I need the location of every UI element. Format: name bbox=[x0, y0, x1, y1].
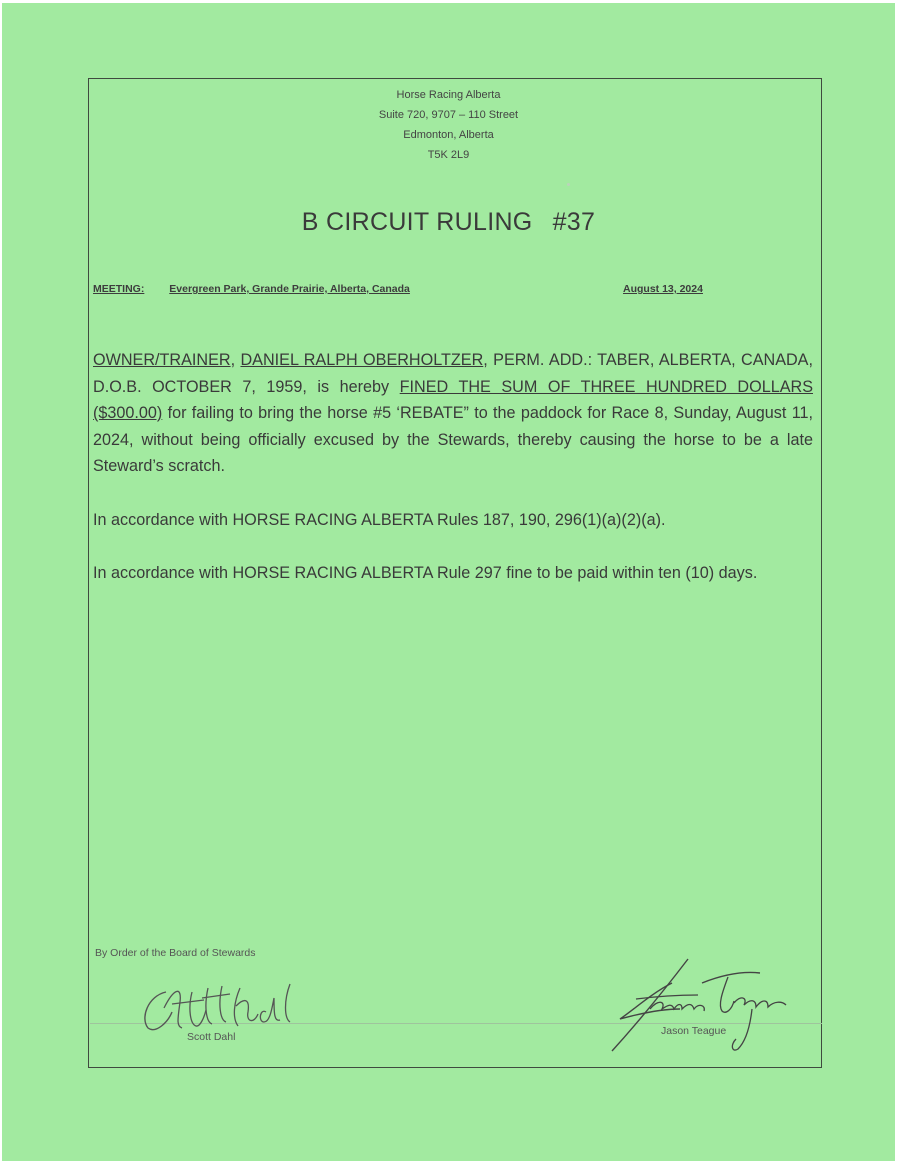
org-city: Edmonton, Alberta bbox=[403, 129, 494, 141]
separator: , bbox=[230, 351, 241, 369]
document-page bbox=[2, 3, 895, 1161]
payment-paragraph: In accordance with HORSE RACING ALBERTA Rule 297 fine to be paid within ten (10) days. bbox=[93, 564, 758, 582]
ruling-date: August 13, 2024 bbox=[623, 283, 703, 295]
steward-name-scott-dahl: Scott Dahl bbox=[187, 1031, 236, 1043]
rules-paragraph: In accordance with HORSE RACING ALBERTA Rules 187, 190, 296(1)(a)(2)(a). bbox=[93, 511, 666, 529]
steward-name-jason-teague: Jason Teague bbox=[661, 1025, 727, 1037]
ruling-title-text: B CIRCUIT RULING bbox=[301, 208, 533, 236]
board-order-text: By Order of the Board of Stewards bbox=[95, 947, 256, 959]
party-details: , PERM. ADD.: TABER, ALBERTA, CANADA, D.O.B. OCTOBER 7, 1959, is hereby bbox=[93, 351, 813, 396]
party-name: DANIEL RALPH OBERHOLTZER bbox=[240, 351, 484, 369]
party-role: OWNER/TRAINER bbox=[93, 351, 231, 369]
meeting-venue: Evergreen Park, Grande Prairie, Alberta, Canada bbox=[169, 283, 410, 295]
letterhead bbox=[2, 85, 895, 165]
ruling-title bbox=[2, 208, 895, 237]
jason-teague-signature bbox=[602, 953, 802, 1058]
meeting-label: MEETING: bbox=[93, 283, 145, 295]
scott-dahl-signature bbox=[134, 978, 314, 1038]
ruling-number: #37 bbox=[552, 208, 596, 236]
scan-speck bbox=[567, 183, 570, 186]
fine-reason: for failing to bring the horse #5 ‘REBATE” to the paddock for Race 8, Sunday, August 11, 2024, without being officially excused by the Stewards, thereby causing the horse to be a late Steward’s scratch. bbox=[93, 404, 813, 475]
org-address: Suite 720, 9707 – 110 Street bbox=[378, 109, 519, 121]
org-name: Horse Racing Alberta bbox=[396, 89, 501, 101]
meeting-line bbox=[93, 283, 733, 295]
ruling-paragraph bbox=[93, 347, 813, 480]
org-postal-code: T5K 2L9 bbox=[427, 149, 470, 161]
fine-amount: FINED THE SUM OF THREE HUNDRED DOLLARS ($300.00) bbox=[93, 377, 813, 422]
